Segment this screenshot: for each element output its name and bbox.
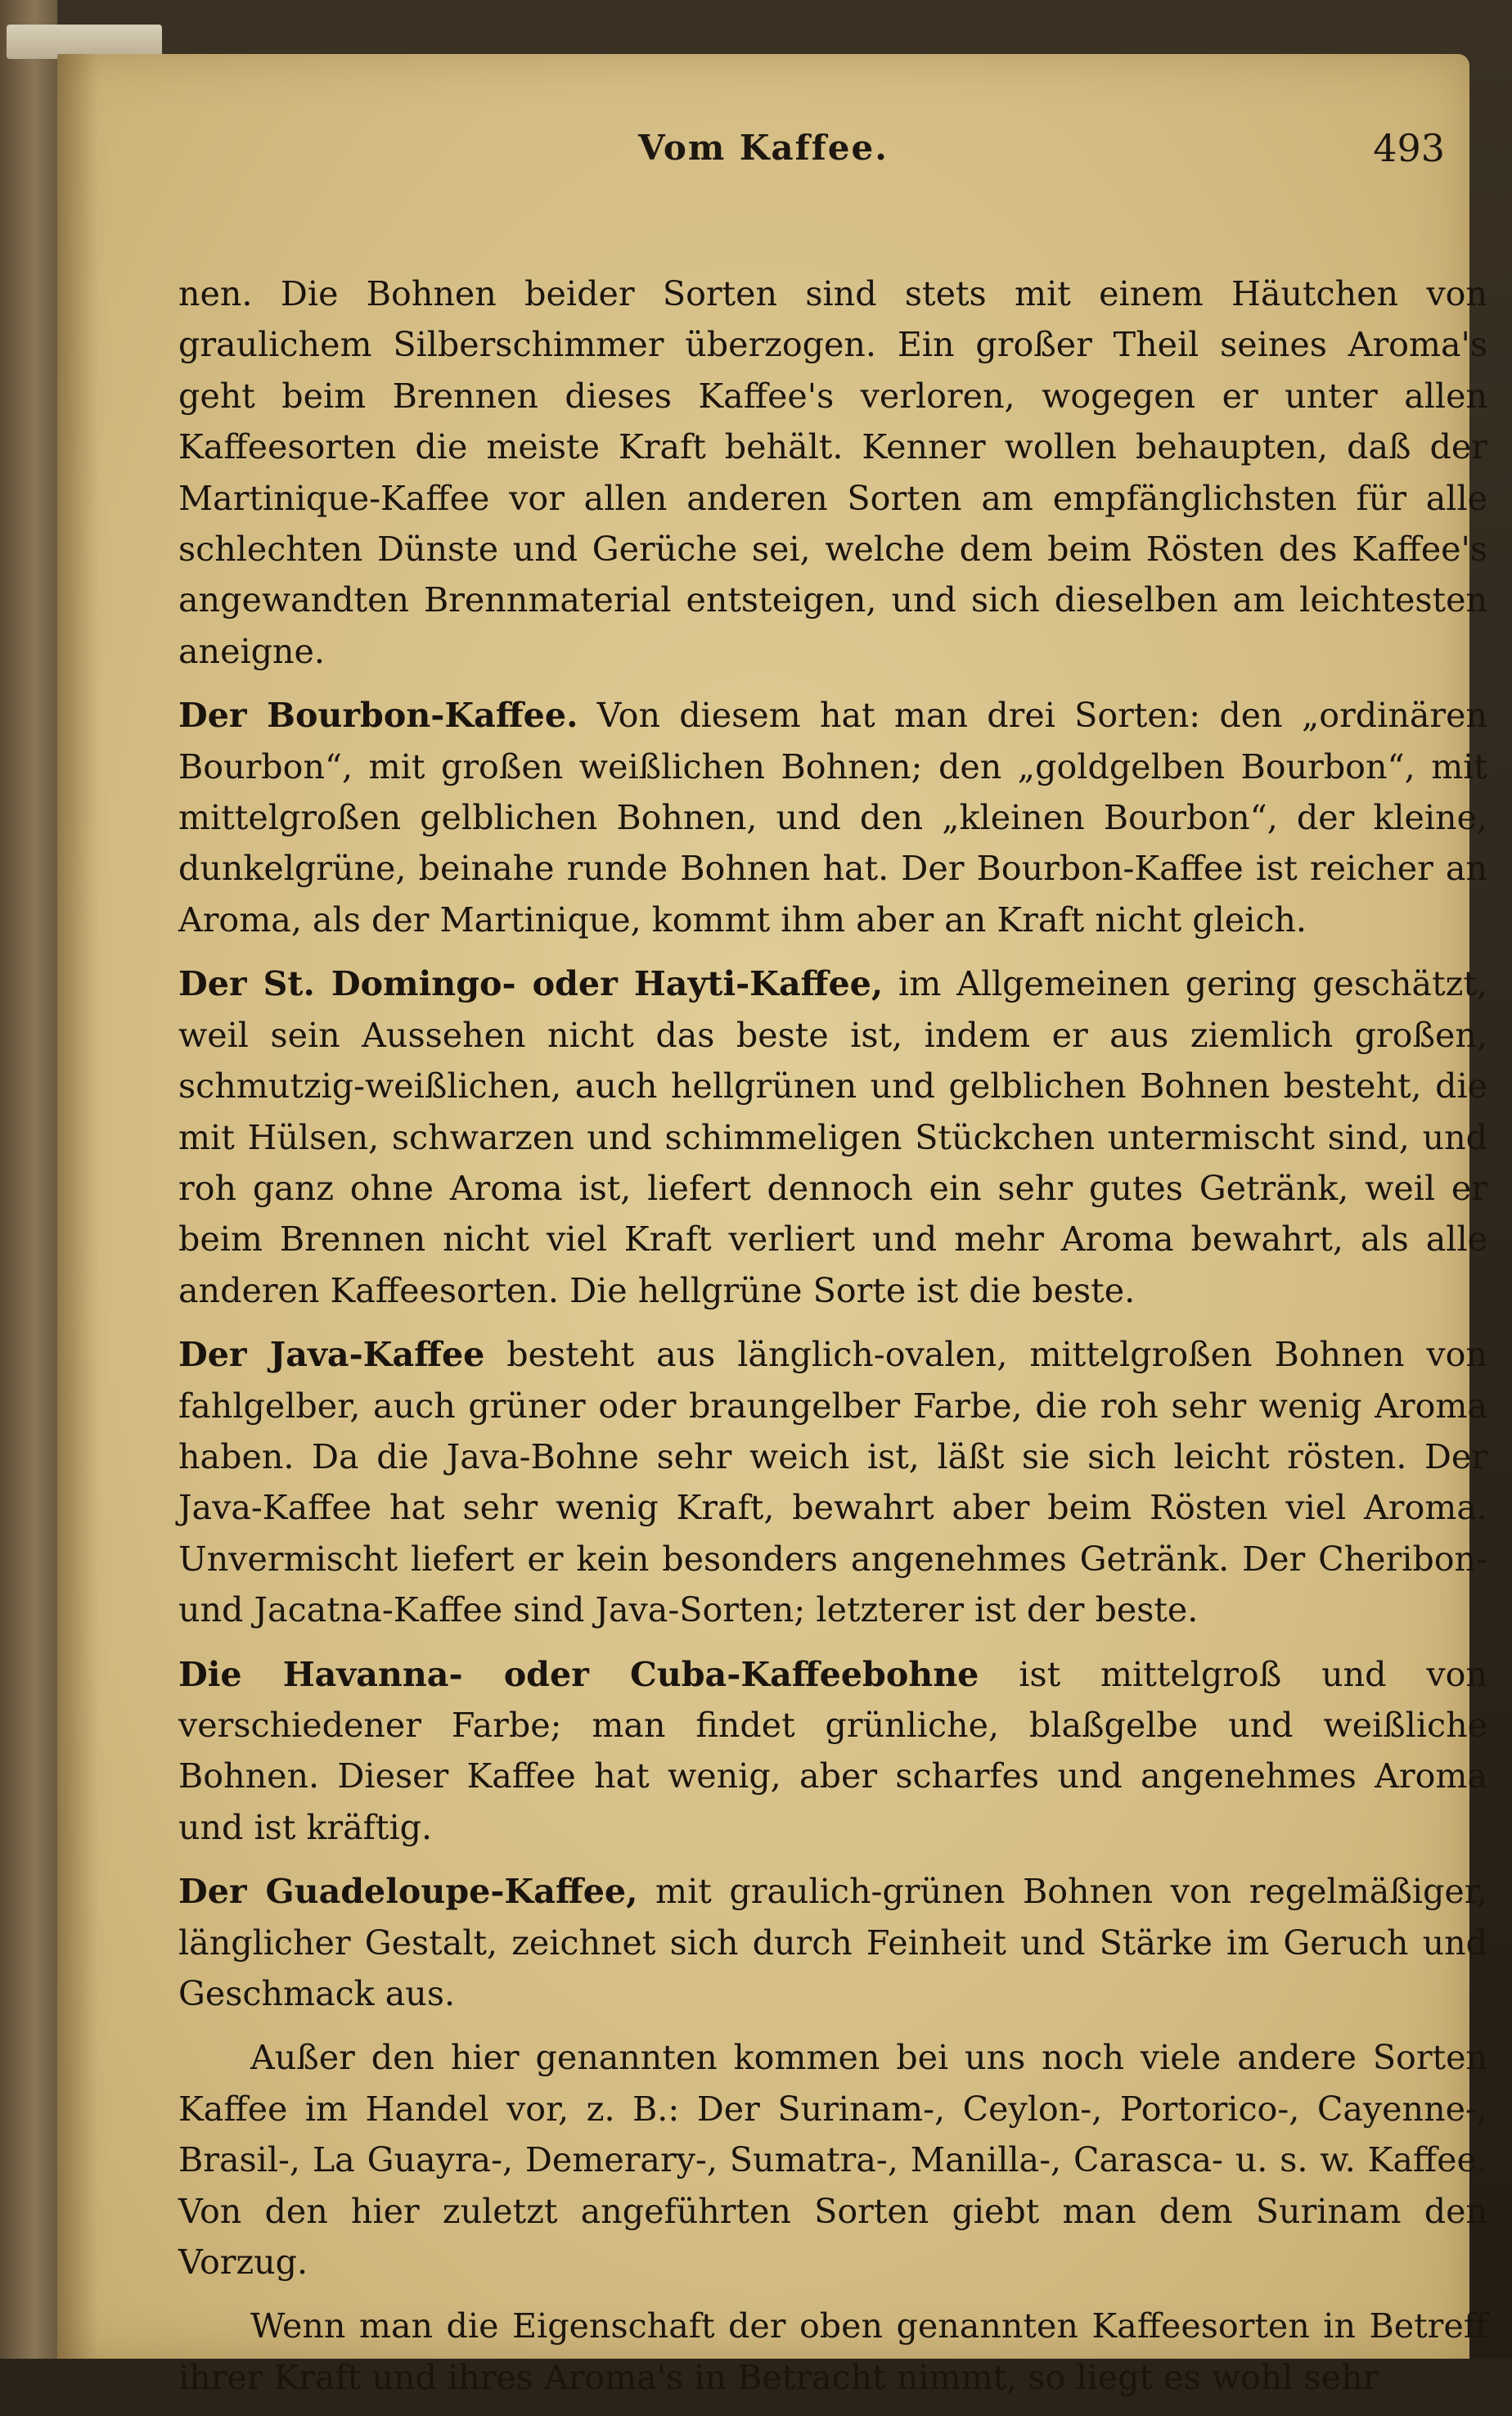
paragraph-text: Wenn man die Eigenschaft der oben genannten Kaffeesorten in Betreff ihrer Kraft und ihres Aroma's in Betracht nimmt, so liegt es wohl sehr [178,2306,1487,2397]
gutter-shadow [57,54,98,2359]
paragraph-text: ist mittelgroß und von verschiedener Farbe; man findet grünliche, blaßgelbe und weißliche Bohnen. Dieser Kaffee hat wenig, aber scharfes und angenehmes Aroma und ist kräftig. [178,1654,1488,1847]
paragraph [178,268,1487,677]
paragraph [178,2032,1487,2288]
paragraph [178,1329,1487,1635]
body-text [178,268,1487,2416]
paragraph-heading: Die Havanna- oder Cuba-Kaffeebohne [178,1653,979,1694]
paragraph [178,958,1487,1316]
running-title: Vom Kaffee. [638,128,889,168]
paragraph-heading: Der Java-Kaffee [178,1334,485,1375]
page-number: 493 [1373,126,1445,170]
paragraph-heading: Der Bourbon-Kaffee. [178,695,578,736]
paragraph-text: mit graulich-grünen Bohnen von regelmäßiger, länglicher Gestalt, zeichnet sich durch Feinheit und Stärke im Geruch und Geschmack aus. [178,1872,1487,2013]
paragraph-heading: Der Guadeloupe-Kaffee, [178,1871,638,1912]
paragraph-text: Von diesem hat man drei Sorten: den „ordinären Bourbon“, mit großen weißlichen Bohnen; den „goldgelben Bourbon“, mit mittelgroßen gelblichen Bohnen, und den „kleinen Bourbon“, der kleine, dunkelgrüne, beinahe runde Bohnen hat. Der Bourbon-Kaffee ist reicher an Aroma, als der Martinique, kommt ihm aber an Kraft nicht gleich. [178,696,1487,940]
paragraph [178,2301,1487,2403]
book-spine [0,0,57,2359]
paragraph [178,1866,1487,2019]
book-page [57,54,1488,2397]
paragraph-text: nen. Die Bohnen beider Sorten sind stets mit einem Häutchen von graulichem Silberschimmer überzogen. Ein großer Theil seines Aroma's geht beim Brennen dieses Kaffee's verloren, wogegen er unter allen Kaffeesorten die meiste Kraft behält. Kenner wollen behaupten, daß der Martinique-Kaffee vor allen anderen Sorten am empfänglichsten für alle schlechten Dünste und Gerüche sei, welche dem beim Rösten des Kaffee's angewandten Brennmaterial entsteigen, und sich dieselben am leichtesten aneigne. [178,274,1487,671]
paragraph-text: im Allgemeinen gering geschätzt, weil sein Aussehen nicht das beste ist, indem er aus ziemlich großen, schmutzig-weißlichen, auch hellgrünen und gelblichen Bohnen besteht, die mit Hülsen, schwarzen und schimmeligen Stückchen untermischt sind, und roh ganz ohne Aroma ist, liefert dennoch ein sehr gutes Getränk, weil er beim Brennen nicht viel Kraft verliert und mehr Aroma bewahrt, als alle anderen Kaffeesorten. Die hellgrüne Sorte ist die beste. [178,964,1487,1310]
paragraph-heading: Der St. Domingo- oder Hayti-Kaffee, [178,963,884,1004]
paragraph-text: besteht aus länglich-ovalen, mittelgroßen Bohnen von fahlgelber, auch grüner oder braungelber Farbe, die roh sehr wenig Aroma haben. Da die Java-Bohne sehr weich ist, läßt sie sich leicht rösten. Der Java-Kaffee hat sehr wenig Kraft, bewahrt aber beim Rösten viel Aroma. Unvermischt liefert er kein besonders angenehmes Getränk. Der Cheribon- und Jacatna-Kaffee sind Java-Sorten; letzterer ist der beste. [178,1335,1488,1630]
paragraph [178,690,1487,945]
paragraph [178,1649,1487,1854]
paragraph-text: Außer den hier genannten kommen bei uns noch viele andere Sorten Kaffee im Handel vor, z. B.: Der Surinam-, Ceylon-, Portorico-, Cayenne-, Brasil-, La Guayra-, Demerary-, Sumatra-, Manilla-, Carasca- u. s. w. Kaffee. Von den hier zuletzt angeführten Sorten giebt man dem Surinam den Vorzug. [178,2038,1487,2283]
